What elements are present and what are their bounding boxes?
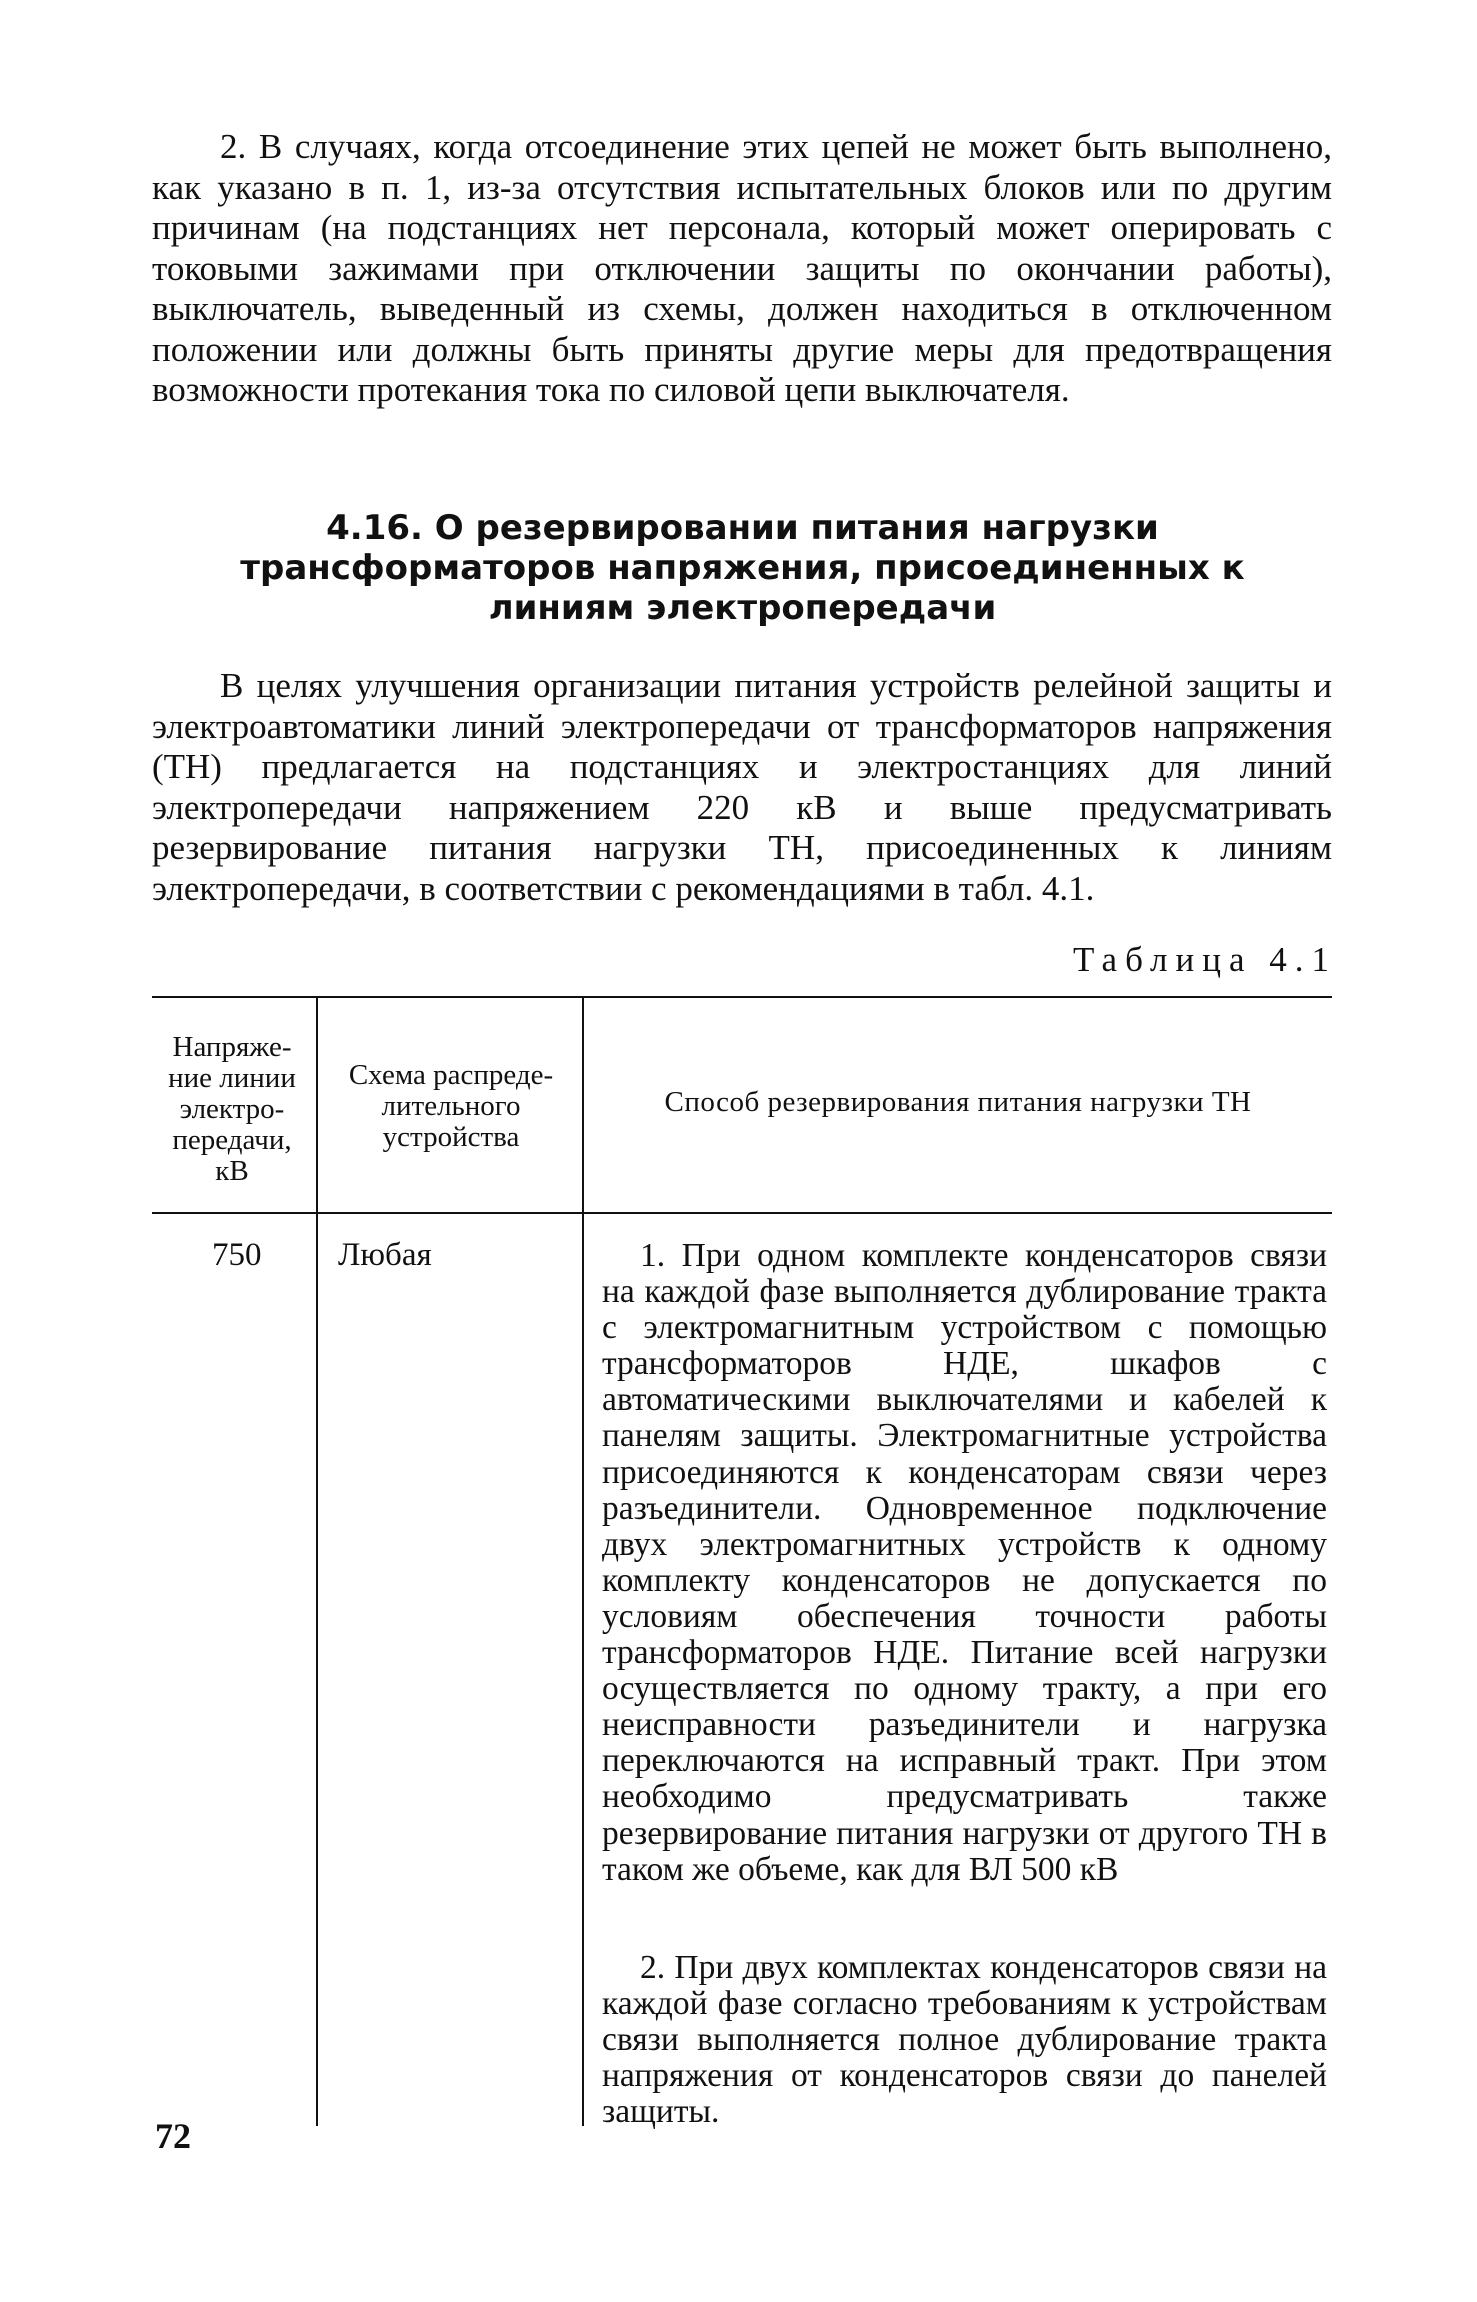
table-header-rule xyxy=(152,1212,1332,1214)
column-divider-2 xyxy=(582,996,584,2126)
paragraph-section-intro: В целях улучшения организации питания устройств релейной защиты и электроавтоматики линий электропередачи от трансформаторов напряжения (ТН) предлагается на подстанциях и электростанциях для линий электропередачи напряжением 220 кВ и выше предусматривать резервирование питания нагрузки ТН, присоединенных к линиям электропередачи, в соответствии с рекомендациями в табл. 4.1. xyxy=(152,666,1332,908)
column-divider-1 xyxy=(316,996,318,2126)
table-top-rule xyxy=(152,996,1332,998)
cell-scheme: Любая xyxy=(338,1237,432,1273)
header-method: Способ резервирования питания нагрузки ТН xyxy=(664,1086,1252,1118)
paragraph-disconnection-note: 2. В случаях, когда отсоединение этих цепей не может быть выполнено, как указано в п. 1, из-за отсутствия испытательных блоков или по другим причинам (на подстанциях нет персонала, который может оперировать с токовыми зажимами при отключении защиты по окончании работы), выключатель, выведенный из схемы, должен находиться в отключенном положении или должны быть приняты другие меры для предотвращения возможности протекания тока по силовой цепи выключателя. xyxy=(152,127,1332,409)
page-number: 72 xyxy=(155,2116,191,2156)
header-scheme: Схема распреде- лительного устройства xyxy=(348,1059,554,1153)
reservation-table xyxy=(152,996,1332,2131)
cell-voltage: 750 xyxy=(212,1237,262,1273)
heading-line-2: трансформаторов напряжения, присоединенных к xyxy=(240,548,1245,588)
heading-line-3: линиям электропередачи xyxy=(488,588,997,628)
header-voltage: Напряже- ние линии электро- передачи, кВ xyxy=(168,1031,296,1187)
cell-method-item-2: 2. При двух комплектах конденсаторов связи на каждой фазе согласно требованиям к устройствам связи выполняется полное дублирование тракта напряжения от конденсаторов связи до панелей защиты. xyxy=(602,1949,1327,2131)
section-heading xyxy=(200,508,1285,628)
table-caption: Таблица 4.1 xyxy=(1073,940,1337,979)
heading-line-1: 4.16. О резервировании питания нагрузки xyxy=(326,508,1159,548)
cell-method-item-1: 1. При одном комплекте конденсаторов связи на каждой фазе выполняется дублирование тракта с электромагнитным устройством с помощью трансформаторов НДЕ, шкафов с автоматическими выключателями и кабелей к панелям защиты. Электромагнитные устройства присоединяются к конденсаторам связи через разъединители. Одновременное подключение двух электромагнитных устройств к одному комплекту конденсаторов не допускается по условиям обеспечения точности работы трансформаторов НДЕ. Питание всей нагрузки осуществляется по одному тракту, а при его неисправности разъединители и нагрузка переключаются на исправный тракт. При этом необходимо предусматривать также резервирование питания нагрузки от другого ТН в таком же объеме, как для ВЛ 500 кВ xyxy=(602,1237,1327,1888)
